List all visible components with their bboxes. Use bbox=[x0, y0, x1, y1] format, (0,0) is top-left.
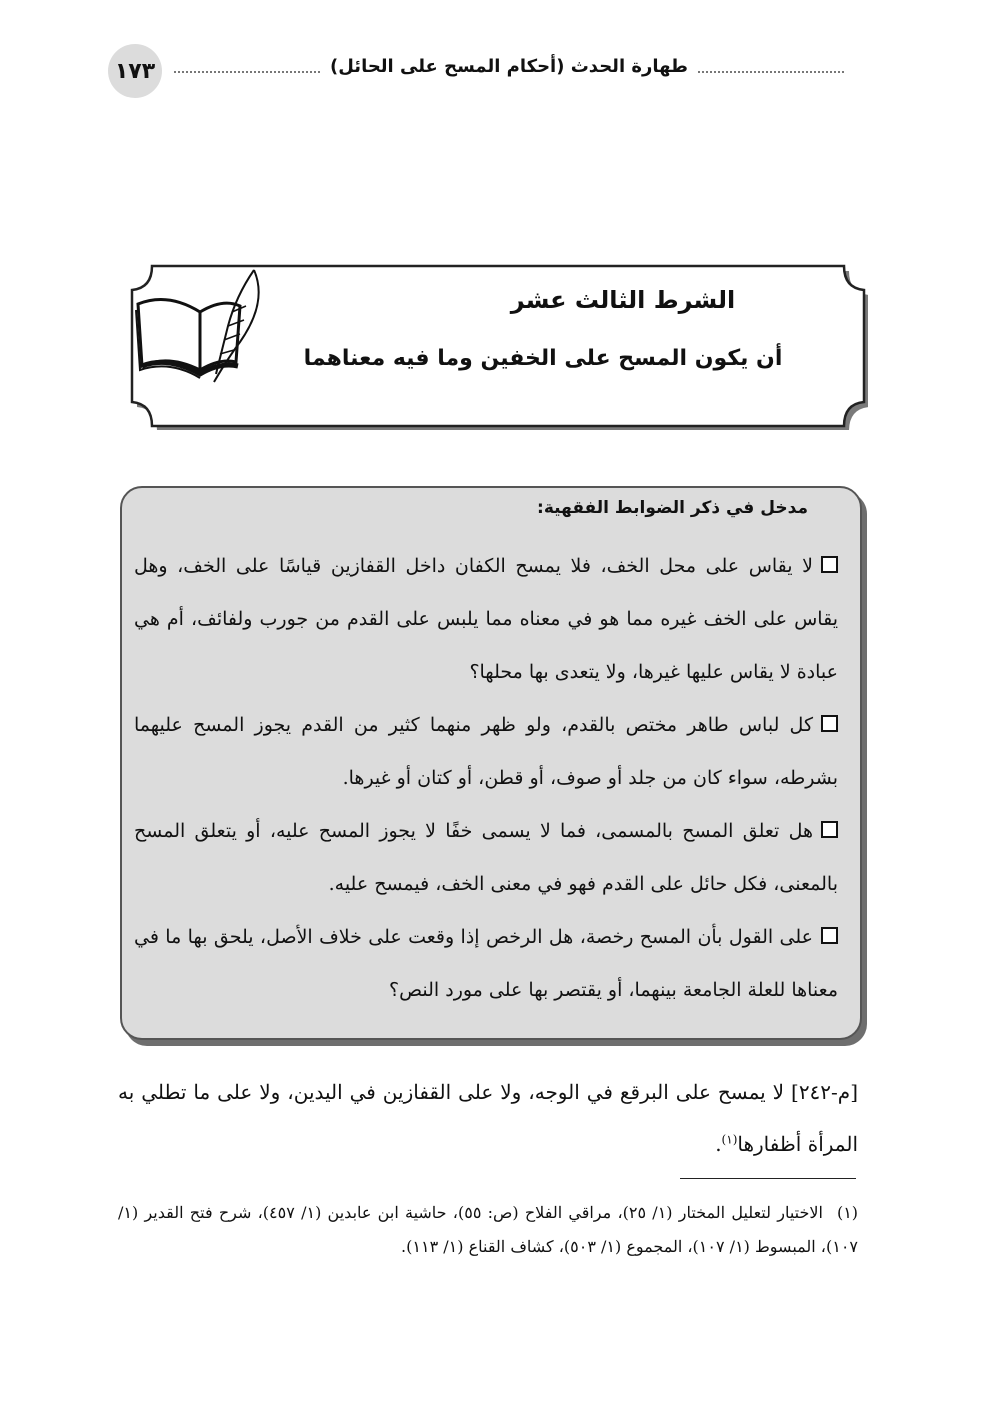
body-paragraph: [م-٢٤٢] لا يمسح على البرقع في الوجه، ولا على القفازين في اليدين، ولا على ما تطلي به المرأة أظفارها$^{(١)}$. bbox=[118, 1080, 858, 1156]
header-dots-right bbox=[698, 71, 844, 73]
footnote-reference[interactable]: (١) bbox=[721, 1132, 738, 1147]
rules-heading: مدخل في ذكر الضوابط الفقهية: bbox=[537, 498, 808, 518]
footnote bbox=[118, 1196, 858, 1264]
list-item: كل لباس طاهر مختص بالقدم، ولو ظهر منهما كثير من القدم يجوز المسح عليهما بشرطه، سواء كان من جلد أو صوف، أو قطن، أو كتان أو غيرها. bbox=[134, 714, 838, 789]
footnote-text: الاختيار لتعليل المختار (١/ ٢٥)، مراقي الفلاح (ص: ٥٥)، حاشية ابن عابدين (١/ ٤٥٧)، شرح فتح القدير (١/ ١٠٧)، المبسوط (١/ ١٠٧)، المجموع (١/ ٥٠٣)، كشاف القناع (١/ ١١٣). bbox=[118, 1203, 858, 1256]
checkbox-icon bbox=[821, 927, 838, 944]
header-dots-left bbox=[174, 71, 320, 73]
running-title: طهارة الحدث (أحكام المسح على الحائل) bbox=[330, 56, 688, 77]
list-item: لا يقاس على محل الخف، فلا يمسح الكفان داخل القفازين قياسًا على الخف، وهل يقاس على الخف غيره مما هو في معناه مما يلبس على القدم من جورب ولفائف، أم هي عبادة لا يقاس عليها غيرها، ولا يتعدى بها محلها؟ bbox=[134, 555, 838, 683]
checkbox-icon bbox=[821, 715, 838, 732]
chapter-subtitle: أن يكون المسح على الخفين وما فيه معناهما bbox=[303, 346, 783, 371]
list-item: على القول بأن المسح رخصة، هل الرخص إذا وقعت على خلاف الأصل، يلحق بها ما في معناها للعلة الجامعة بينهما، أو يقتصر بها على مورد النص؟ bbox=[134, 926, 838, 1001]
running-header bbox=[174, 56, 844, 77]
checkbox-icon bbox=[821, 821, 838, 838]
jurisprudential-rules-box bbox=[120, 486, 862, 1040]
list-item: هل تعلق المسح بالمسمى، فما لا يسمى خفًا لا يجوز المسح عليه، أو يتعلق المسح بالمعنى، فكل حائل على القدم فهو في معنى الخف، فيمسح عليه. bbox=[134, 820, 838, 895]
footnote-number: (١) bbox=[836, 1203, 859, 1222]
chapter-title-box bbox=[128, 262, 868, 430]
page-number: ١٧٣ bbox=[108, 44, 162, 98]
footnote-separator bbox=[680, 1178, 856, 1179]
open-book-and-quill-icon bbox=[128, 262, 268, 392]
checkbox-icon bbox=[821, 556, 838, 573]
chapter-title: الشرط الثالث عشر bbox=[510, 286, 736, 314]
rules-list bbox=[134, 540, 838, 1017]
